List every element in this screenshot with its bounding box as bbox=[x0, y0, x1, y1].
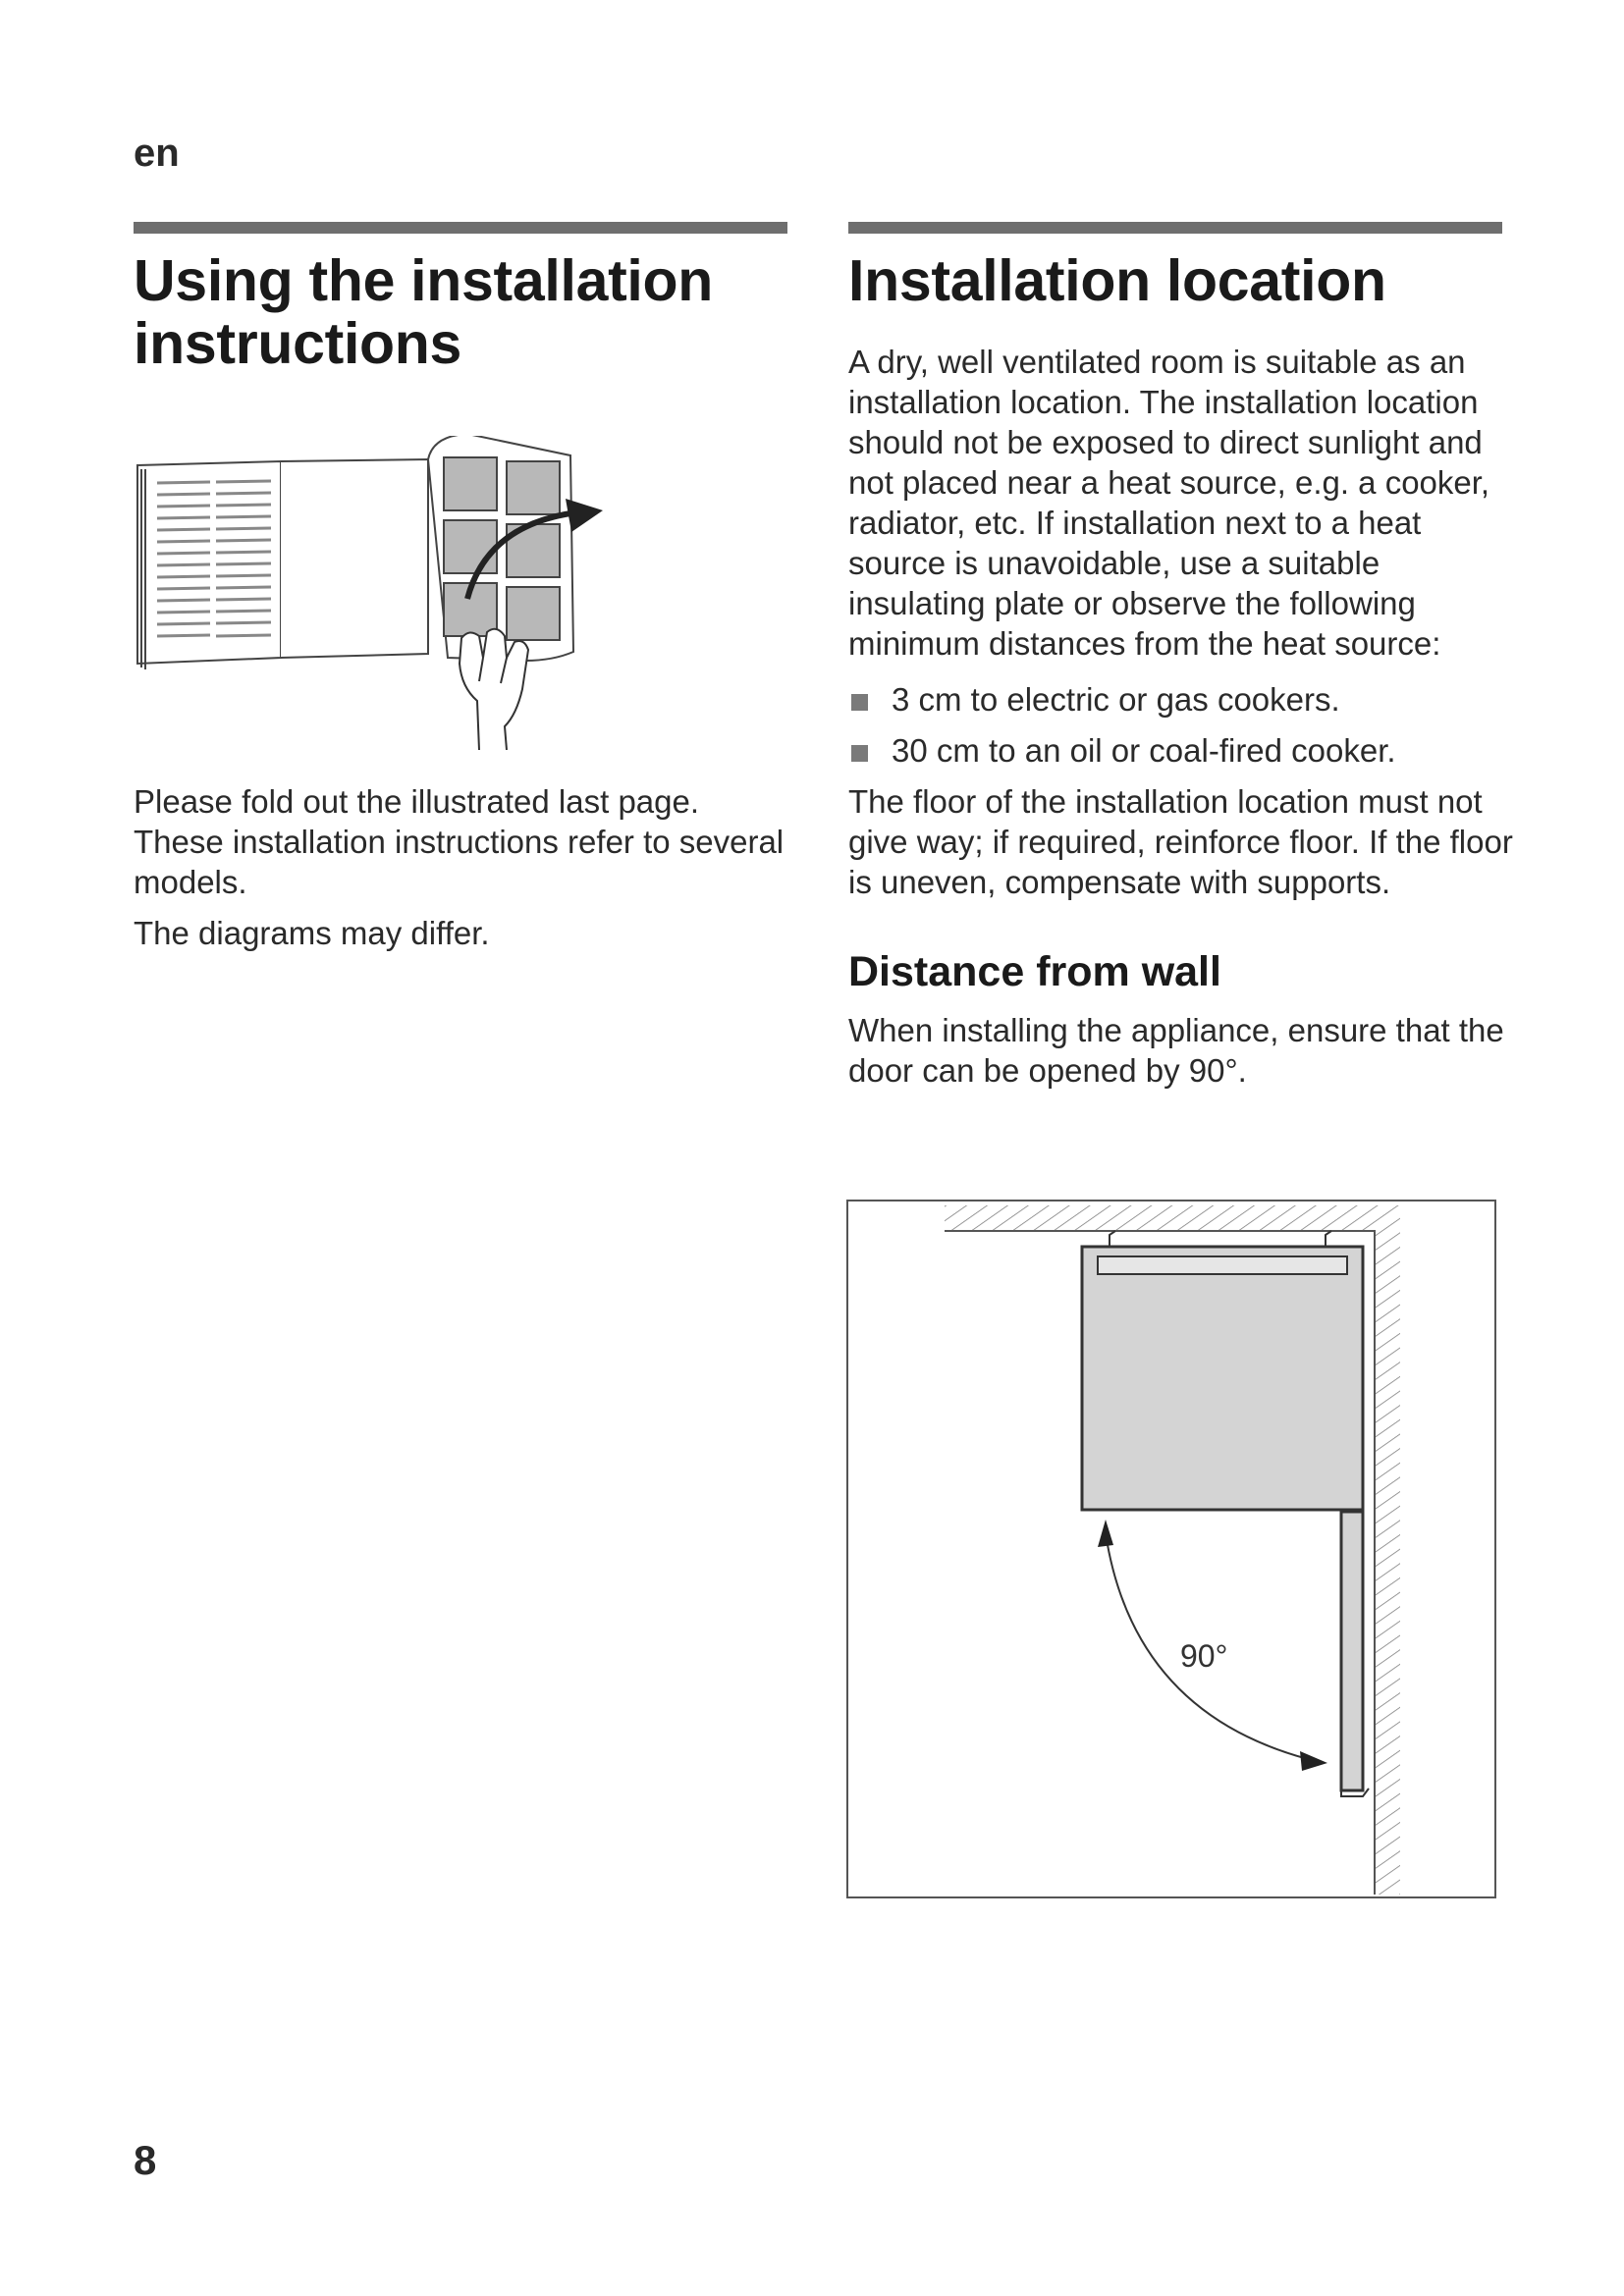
fold-out-booklet-illustration bbox=[134, 436, 624, 750]
door-opening-text: When installing the appliance, ensure that the door can be opened by 90°. bbox=[848, 1012, 1504, 1089]
page-number: 8 bbox=[134, 2137, 157, 2183]
floor-requirements-text: The floor of the installation location must not give way; if required, reinforce floor. If the floor is uneven, compensate with supports. bbox=[848, 783, 1513, 900]
door-opening-diagram bbox=[846, 1200, 1496, 1898]
section-title-installation-location: Installation location bbox=[848, 248, 1386, 313]
fold-out-instructions-text: Please fold out the illustrated last page. These installation instructions refer to several models. bbox=[134, 783, 785, 900]
installation-location-section bbox=[848, 249, 1516, 1091]
list-item: 30 cm to an oil or coal-fired cooker. bbox=[848, 730, 1516, 771]
installation-instructions-section bbox=[134, 249, 787, 953]
heat-source-distance-list bbox=[848, 679, 1516, 771]
list-item: 3 cm to electric or gas cookers. bbox=[848, 679, 1516, 720]
subheading-distance-from-wall: Distance from wall bbox=[848, 948, 1221, 995]
angle-label: 90° bbox=[1180, 1638, 1228, 1674]
left-section-rule bbox=[134, 222, 787, 234]
installation-location-intro: A dry, well ventilated room is suitable as an installation location. The installation location should not be exposed to direct sunlight and not placed near a heat source, e.g. a cooker, radiator, etc. If installation next to a heat source is unavoidable, use a suitable insulating plate or observe the following minimum distances from the heat source: bbox=[848, 344, 1490, 662]
language-code: en bbox=[134, 132, 180, 175]
door-opening-drawing bbox=[848, 1201, 1494, 1896]
section-title-using-instructions: Using the installation instructions bbox=[134, 248, 713, 376]
right-section-rule bbox=[848, 222, 1502, 234]
diagrams-differ-note: The diagrams may differ. bbox=[134, 915, 490, 951]
